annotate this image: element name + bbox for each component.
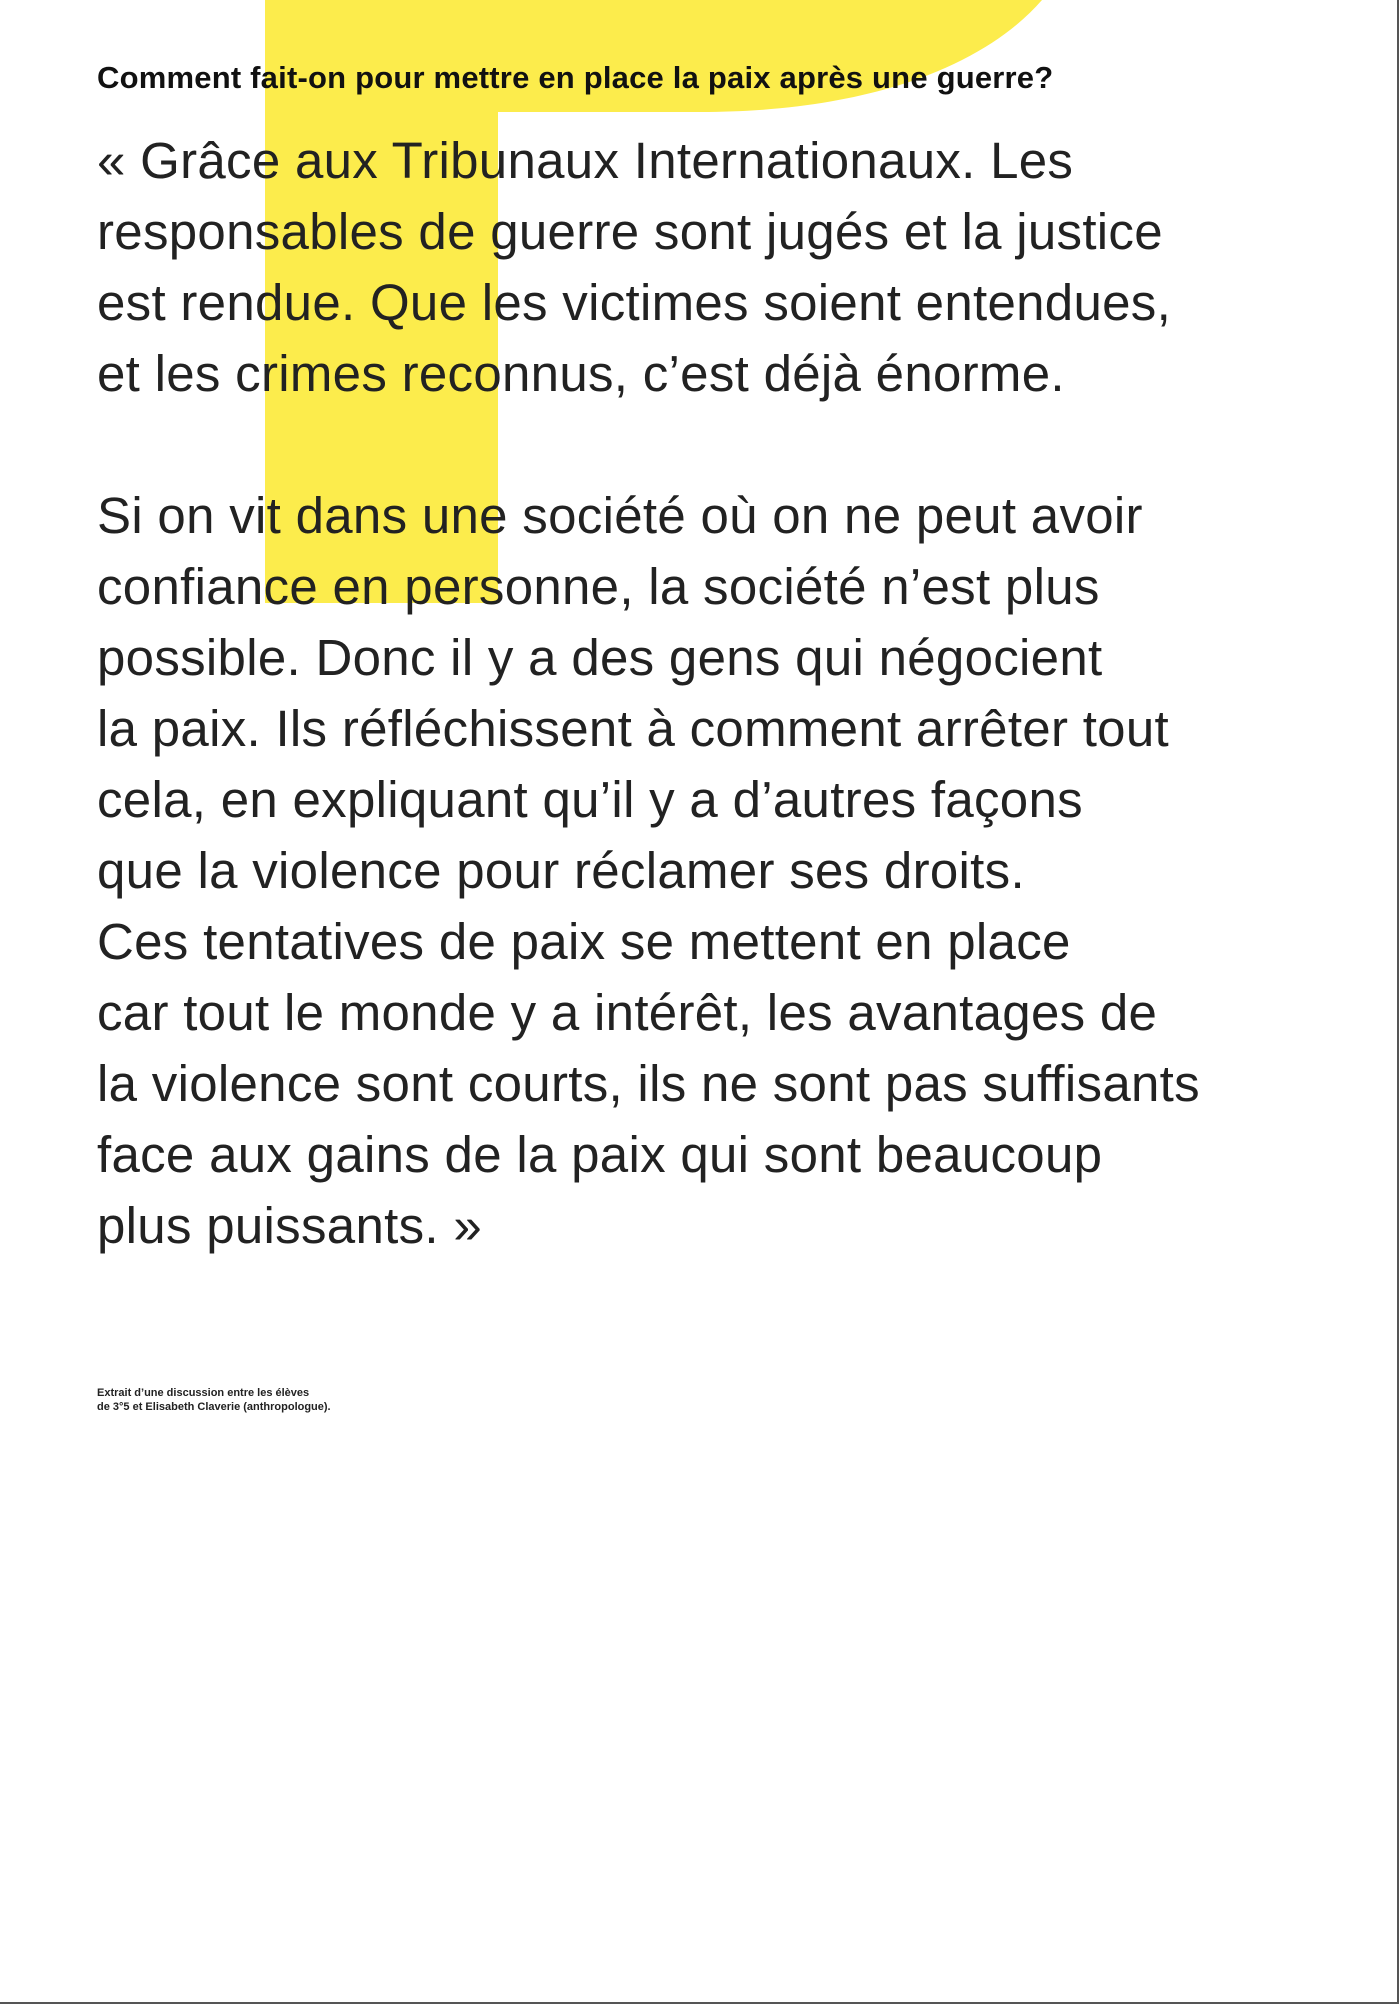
quote-line: responsables de guerre sont jugés et la justice: [97, 203, 1163, 260]
source-credit: [97, 1386, 331, 1414]
credit-line: de 3°5 et Elisabeth Claverie (anthropologue).: [97, 1401, 331, 1413]
quote-line: la violence sont courts, ils ne sont pas suffisants: [97, 1055, 1200, 1112]
quote-line: cela, en expliquant qu’il y a d’autres façons: [97, 771, 1083, 828]
quote-line: possible. Donc il y a des gens qui négocient: [97, 629, 1103, 686]
quote-line: la paix. Ils réfléchissent à comment arrêter tout: [97, 700, 1169, 757]
quote-line: est rendue. Que les victimes soient entendues,: [97, 274, 1172, 331]
quote-line: et les crimes reconnus, c’est déjà énorme.: [97, 345, 1065, 402]
credit-line: Extrait d’une discussion entre les élèves: [97, 1387, 310, 1399]
quote-line: que la violence pour réclamer ses droits.: [97, 842, 1025, 899]
quote-line: confiance en personne, la société n’est plus: [97, 558, 1100, 615]
quote-paragraph-1: [97, 125, 1200, 409]
quote-line: « Grâce aux Tribunaux Internationaux. Les: [97, 132, 1074, 189]
quote-line: face aux gains de la paix qui sont beaucoup: [97, 1126, 1103, 1183]
quote-body: [97, 125, 1200, 1261]
quote-line: car tout le monde y a intérêt, les avantages de: [97, 984, 1158, 1041]
quote-line: plus puissants. »: [97, 1197, 482, 1254]
quote-line: Si on vit dans une société où on ne peut avoir: [97, 487, 1143, 544]
question-heading: Comment fait-on pour mettre en place la paix après une guerre?: [97, 60, 1054, 95]
quote-line: Ces tentatives de paix se mettent en place: [97, 913, 1071, 970]
quote-paragraph-2: [97, 480, 1200, 1261]
